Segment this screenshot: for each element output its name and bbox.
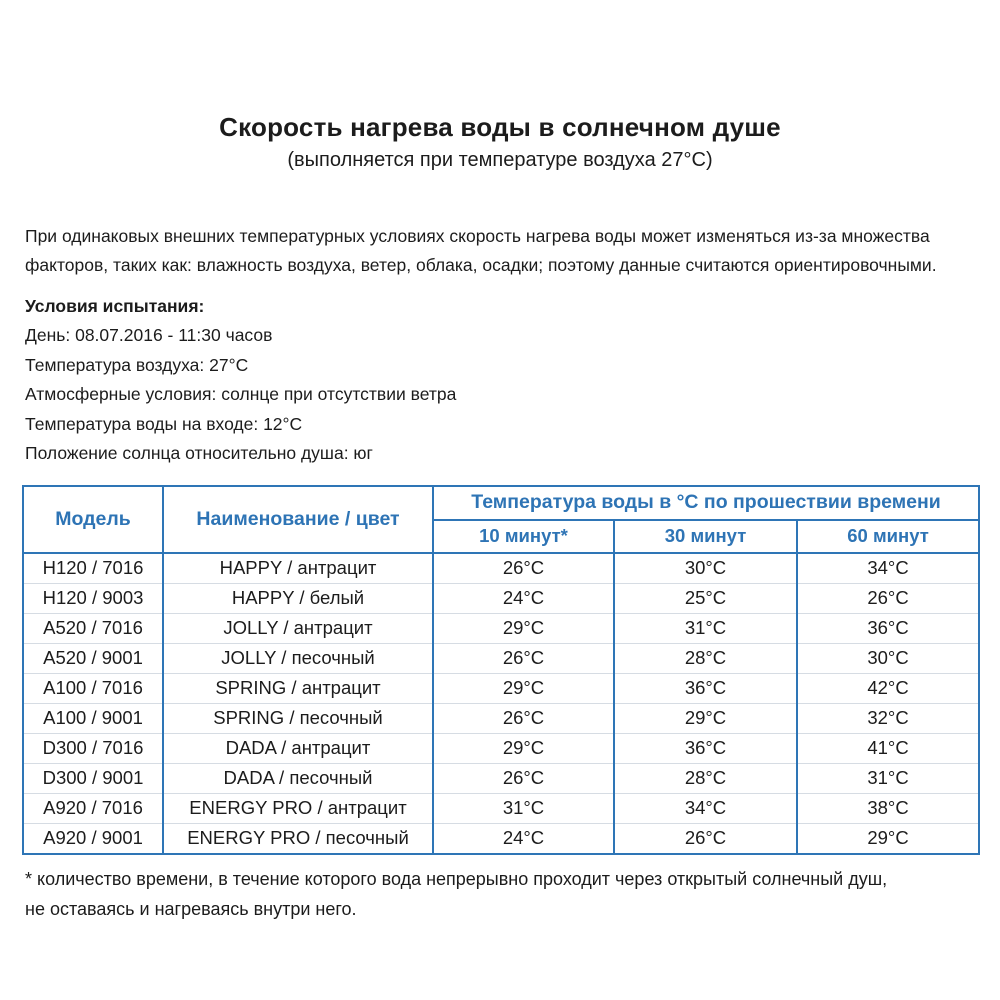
table-row bbox=[23, 763, 979, 793]
col-header-60min: 60 минут bbox=[797, 520, 979, 553]
condition-sun-position: Положение солнца относительно душа: юг bbox=[25, 443, 373, 463]
condition-air-temp: Температура воздуха: 27°С bbox=[25, 354, 249, 375]
table-row bbox=[23, 733, 979, 763]
cell-model: H120 / 9003 bbox=[23, 583, 163, 613]
cell-name: ENERGY PRO / антрацит bbox=[163, 793, 433, 823]
page-title: Скорость нагрева воды в солнечном душе bbox=[219, 112, 781, 142]
col-header-model: Модель bbox=[23, 486, 163, 553]
cell-temp-30min: 29°С bbox=[614, 703, 797, 733]
intro-paragraph bbox=[25, 222, 975, 279]
cell-temp-30min: 25°С bbox=[614, 583, 797, 613]
cell-name: HAPPY / антрацит bbox=[163, 553, 433, 584]
table-row bbox=[23, 553, 979, 584]
cell-temp-60min: 36°С bbox=[797, 613, 979, 643]
condition-atmosphere: Атмосферные условия: солнце при отсутствии ветра bbox=[25, 384, 457, 404]
conditions-list bbox=[22, 321, 978, 469]
cell-name: ENERGY PRO / песочный bbox=[163, 823, 433, 854]
cell-model: H120 / 7016 bbox=[23, 553, 163, 584]
cell-name: JOLLY / антрацит bbox=[163, 613, 433, 643]
cell-temp-60min: 32°С bbox=[797, 703, 979, 733]
cell-name: HAPPY / белый bbox=[163, 583, 433, 613]
cell-name: JOLLY / песочный bbox=[163, 643, 433, 673]
cell-name: DADA / песочный bbox=[163, 763, 433, 793]
cell-temp-60min: 31°С bbox=[797, 763, 979, 793]
table-row bbox=[23, 673, 979, 703]
cell-temp-30min: 28°С bbox=[614, 763, 797, 793]
cell-name: DADA / антрацит bbox=[163, 733, 433, 763]
cell-temp-60min: 30°С bbox=[797, 643, 979, 673]
cell-temp-60min: 42°С bbox=[797, 673, 979, 703]
cell-temp-10min: 29°С bbox=[433, 733, 614, 763]
cell-model: A920 / 9001 bbox=[23, 823, 163, 854]
results-table bbox=[22, 485, 980, 855]
cell-temp-10min: 26°С bbox=[433, 643, 614, 673]
cell-temp-10min: 24°С bbox=[433, 823, 614, 854]
cell-temp-10min: 26°С bbox=[433, 763, 614, 793]
cell-temp-30min: 31°С bbox=[614, 613, 797, 643]
results-table-header bbox=[23, 486, 979, 553]
table-row bbox=[23, 643, 979, 673]
cell-temp-30min: 28°С bbox=[614, 643, 797, 673]
cell-name: SPRING / песочный bbox=[163, 703, 433, 733]
cell-model: D300 / 9001 bbox=[23, 763, 163, 793]
page-subtitle: (выполняется при температуре воздуха 27°С) bbox=[287, 149, 713, 171]
condition-inlet-temp: Температура воды на входе: 12°С bbox=[25, 413, 303, 434]
cell-model: A100 / 7016 bbox=[23, 673, 163, 703]
col-header-30min: 30 минут bbox=[614, 520, 797, 553]
cell-temp-10min: 31°С bbox=[433, 793, 614, 823]
footnote bbox=[25, 864, 975, 924]
col-header-name: Наименование / цвет bbox=[163, 486, 433, 553]
footnote-line-2: не оставаясь и нагреваясь внутри него. bbox=[25, 898, 357, 919]
cell-temp-10min: 26°С bbox=[433, 553, 614, 584]
cell-temp-60min: 34°С bbox=[797, 553, 979, 584]
table-row bbox=[23, 613, 979, 643]
cell-model: A520 / 9001 bbox=[23, 643, 163, 673]
cell-temp-30min: 26°С bbox=[614, 823, 797, 854]
footnote-line-1: * количество времени, в течение которого вода непрерывно проходит через открытый солнечный душ, bbox=[25, 868, 888, 889]
cell-temp-30min: 36°С bbox=[614, 733, 797, 763]
condition-day: День: 08.07.2016 - 11:30 часов bbox=[25, 325, 273, 345]
cell-model: D300 / 7016 bbox=[23, 733, 163, 763]
table-row bbox=[23, 823, 979, 854]
cell-temp-60min: 26°С bbox=[797, 583, 979, 613]
cell-model: A920 / 7016 bbox=[23, 793, 163, 823]
cell-temp-60min: 38°С bbox=[797, 793, 979, 823]
cell-model: A100 / 9001 bbox=[23, 703, 163, 733]
col-header-temp-group: Температура воды в °С по прошествии времени bbox=[433, 486, 979, 520]
table-row bbox=[23, 703, 979, 733]
results-table-body bbox=[23, 553, 979, 854]
intro-line-2: факторов, таких как: влажность воздуха, ветер, облака, осадки; поэтому данные считаются ориентировочными. bbox=[25, 254, 937, 275]
intro-line-1: При одинаковых внешних температурных условиях скорость нагрева воды может изменяться из-за множества bbox=[25, 226, 930, 246]
table-row bbox=[23, 793, 979, 823]
col-header-10min: 10 минут* bbox=[433, 520, 614, 553]
cell-temp-30min: 36°С bbox=[614, 673, 797, 703]
cell-temp-10min: 29°С bbox=[433, 673, 614, 703]
cell-temp-10min: 26°С bbox=[433, 703, 614, 733]
cell-name: SPRING / антрацит bbox=[163, 673, 433, 703]
cell-temp-10min: 29°С bbox=[433, 613, 614, 643]
cell-temp-60min: 41°С bbox=[797, 733, 979, 763]
cell-model: A520 / 7016 bbox=[23, 613, 163, 643]
cell-temp-10min: 24°С bbox=[433, 583, 614, 613]
cell-temp-30min: 30°С bbox=[614, 553, 797, 584]
table-row bbox=[23, 583, 979, 613]
cell-temp-60min: 29°С bbox=[797, 823, 979, 854]
conditions-heading: Условия испытания: bbox=[25, 296, 205, 316]
cell-temp-30min: 34°С bbox=[614, 793, 797, 823]
